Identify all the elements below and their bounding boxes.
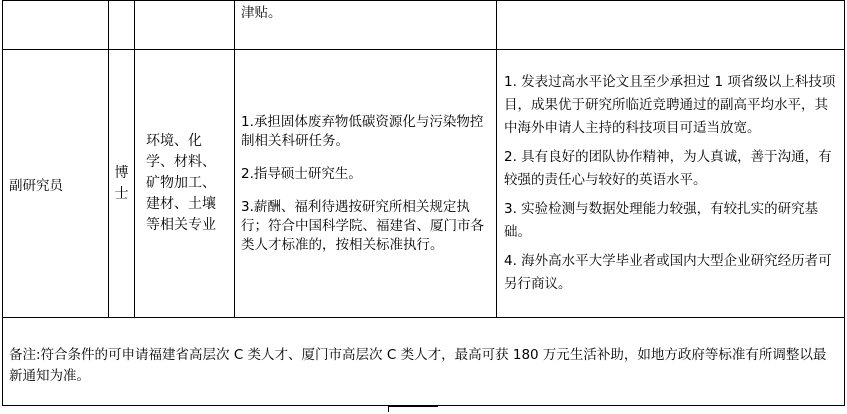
note-text: 备注:符合条件的可申请福建省高层次 C 类人才、厦门市高层次 C 类人才，最高可获 180 万元生活补助，如地方政府等标准有所调整以最新通知为准。	[9, 347, 827, 384]
cell-empty	[3, 1, 109, 50]
requirement-item: 3. 实验检测与数据处理能力较强，有较扎实的研究基础。	[504, 201, 819, 240]
requirement-item: 1. 发表过高水平论文且至少承担过 1 项省级以上科技项目，成果优于研究所临近竞聘通过的副高平均水平，其中海外申请人主持的科技项目可适当放宽。	[504, 74, 836, 136]
cell-empty	[497, 1, 845, 50]
degree-cell	[109, 50, 135, 318]
position-title: 副研究员	[9, 177, 63, 194]
duties-continuation-text: 津贴。	[241, 5, 282, 21]
degree-text: 博士	[114, 164, 129, 202]
cell-empty	[109, 1, 135, 50]
requirements-cell	[497, 50, 845, 318]
duties-cell	[235, 50, 497, 318]
requirement-item: 4. 海外高水平大学毕业者或国内大型企业研究经历者可另行商议。	[504, 253, 832, 292]
recruitment-table	[2, 0, 845, 406]
table-row-continuation	[3, 1, 845, 50]
position-cell	[3, 50, 109, 318]
major-text: 环境、化学、材料、矿物加工、建材、土壤等相关专业	[146, 133, 216, 233]
major-cell	[135, 50, 235, 318]
duty-item: 2.指导硕士研究生。	[241, 165, 362, 182]
duties-continuation-cell	[235, 1, 497, 50]
duty-item: 3.薪酬、福利待遇按研究所相关规定执行；符合中国科学院、福建省、厦门市各类人才标准的，按相关标准执行。	[241, 198, 484, 253]
requirement-item: 2. 具有良好的团队协作精神，为人真诚，善于沟通，有较强的责任心与较好的英语水平。	[504, 149, 832, 188]
cell-empty	[135, 1, 235, 50]
note-cell	[3, 318, 845, 406]
duty-item: 1.承担固体废弃物低碳资源化与污染物控制相关科研任务。	[241, 113, 484, 149]
table-row-note	[3, 318, 845, 406]
table-row	[3, 50, 845, 318]
